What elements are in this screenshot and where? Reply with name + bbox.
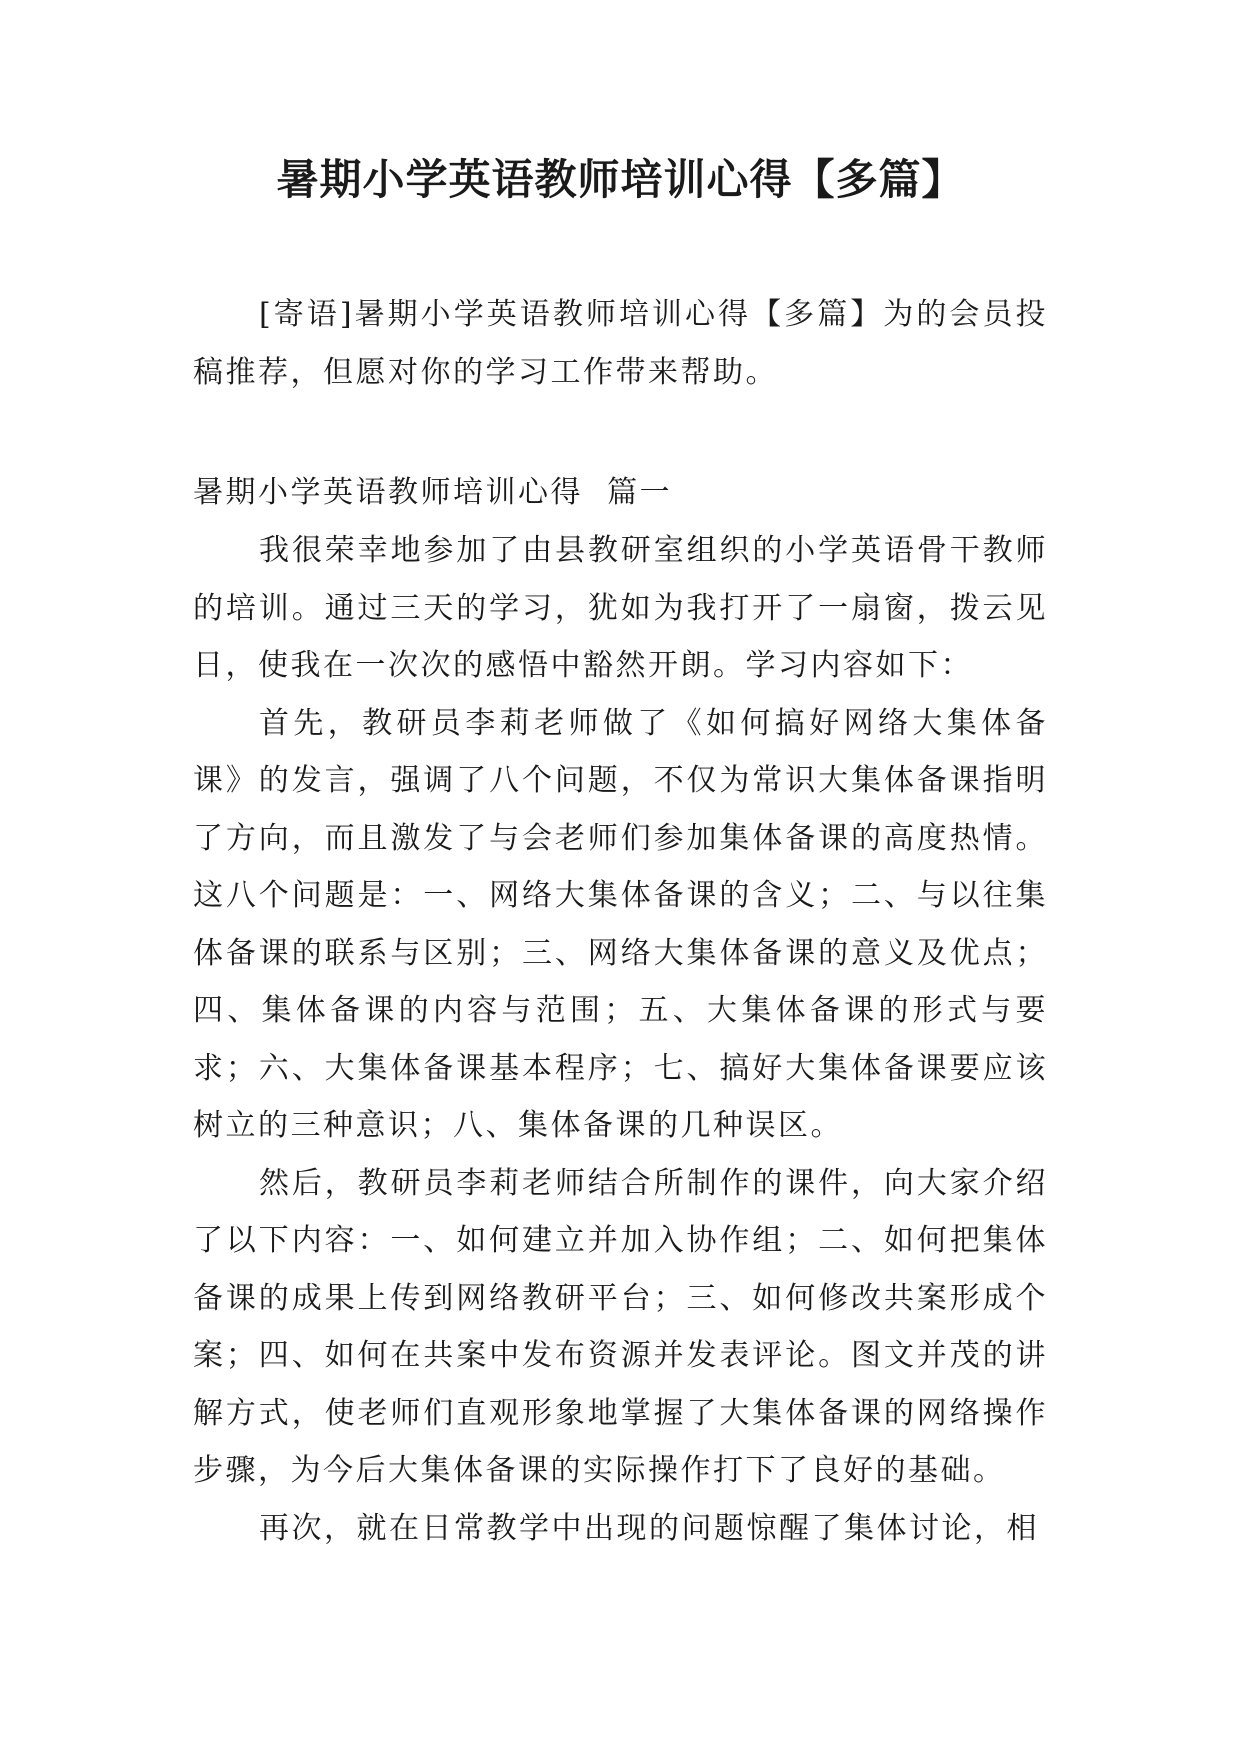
body-paragraph: 首先，教研员李莉老师做了《如何搞好网络大集体备课》的发言，强调了八个问题，不仅为常识大集体备课指明了方向，而且激发了与会老师们参加集体备课的高度热情。这八个问题是：一、网络大集体备课的含义；二、与以往集体备课的联系与区别；三、网络大集体备课的意义及优点；四、集体备课的内容与范围；五、大集体备课的形式与要求；六、大集体备课基本程序；七、搞好大集体备课要应该树立的三种意识；八、集体备课的几种误区。 — [193, 705, 1048, 1143]
section-heading-block — [193, 464, 1048, 522]
section-heading: 暑期小学英语教师培训心得 篇一 — [193, 475, 673, 510]
intro-paragraph: [寄语]暑期小学英语教师培训心得【多篇】为的会员投稿推荐，但愿对你的学习工作带来帮助。 — [193, 297, 1048, 390]
body-paragraph: 再次，就在日常教学中出现的问题惊醒了集体讨论，相 — [259, 1510, 1039, 1546]
body-paragraph: 然后，教研员李莉老师结合所制作的课件，向大家介绍了以下内容：一、如何建立并加入协作组；二、如何把集体备课的成果上传到网络教研平台；三、如何修改共案形成个案；四、如何在共案中发布资源并发表评论。图文并茂的讲解方式，使老师们直观形象地掌握了大集体备课的网络操作步骤，为今后大集体备课的实际操作打下了良好的基础。 — [193, 1165, 1048, 1488]
intro-block — [193, 286, 1048, 401]
body-paragraph: 我很荣幸地参加了由县教研室组织的小学英语骨干教师的培训。通过三天的学习，犹如为我打开了一扇窗，拨云见日，使我在一次次的感悟中豁然开朗。学习内容如下： — [193, 533, 1048, 683]
document-title: 暑期小学英语教师培训心得【多篇】 — [276, 155, 965, 204]
section-body — [193, 522, 1048, 1557]
